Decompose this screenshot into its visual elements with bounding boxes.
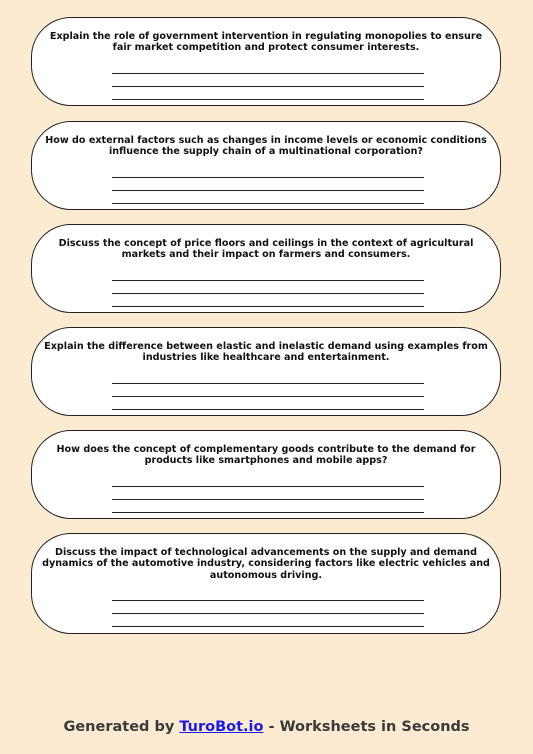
answer-line[interactable]	[112, 177, 424, 178]
answer-line[interactable]	[112, 600, 424, 601]
question-card	[31, 327, 501, 416]
answer-line[interactable]	[112, 396, 424, 397]
question-card	[31, 430, 501, 519]
answer-line[interactable]	[112, 190, 424, 191]
answer-line[interactable]	[112, 409, 424, 410]
question-card	[31, 17, 501, 106]
answer-line[interactable]	[112, 73, 424, 74]
answer-line[interactable]	[112, 293, 424, 294]
question-card	[31, 224, 501, 313]
question-text: How does the concept of complementary goods contribute to the demand for products like smartphones and mobile apps?	[56, 444, 476, 467]
answer-line[interactable]	[112, 626, 424, 627]
answer-line[interactable]	[112, 99, 424, 100]
question-text: Discuss the impact of technological advancements on the supply and demand dynamics of the automotive industry, considering factors like electric vehicles and autonomous driving.	[42, 547, 490, 581]
footer	[0, 719, 533, 735]
question-text: Explain the difference between elastic and inelastic demand using examples from industries like healthcare and entertainment.	[44, 341, 488, 364]
answer-line[interactable]	[112, 499, 424, 500]
question-text: Discuss the concept of price floors and ceilings in the context of agricultural markets and their impact on farmers and consumers.	[58, 238, 474, 261]
question-card	[31, 533, 501, 634]
answer-line[interactable]	[112, 203, 424, 204]
question-card	[31, 121, 501, 210]
answer-line[interactable]	[112, 306, 424, 307]
answer-line[interactable]	[112, 613, 424, 614]
answer-line[interactable]	[112, 86, 424, 87]
answer-line[interactable]	[112, 486, 424, 487]
answer-line[interactable]	[112, 512, 424, 513]
answer-line[interactable]	[112, 280, 424, 281]
footer-prefix: Generated by	[63, 719, 180, 735]
footer-suffix: - Worksheets in Seconds	[263, 719, 470, 735]
question-text: Explain the role of government intervention in regulating monopolies to ensure fair market competition and protect consumer interests.	[49, 31, 483, 54]
turobot-link[interactable]: TuroBot.io	[179, 719, 264, 735]
question-text: How do external factors such as changes in income levels or economic conditions influence the supply chain of a multinational corporation?	[45, 135, 487, 158]
answer-line[interactable]	[112, 383, 424, 384]
